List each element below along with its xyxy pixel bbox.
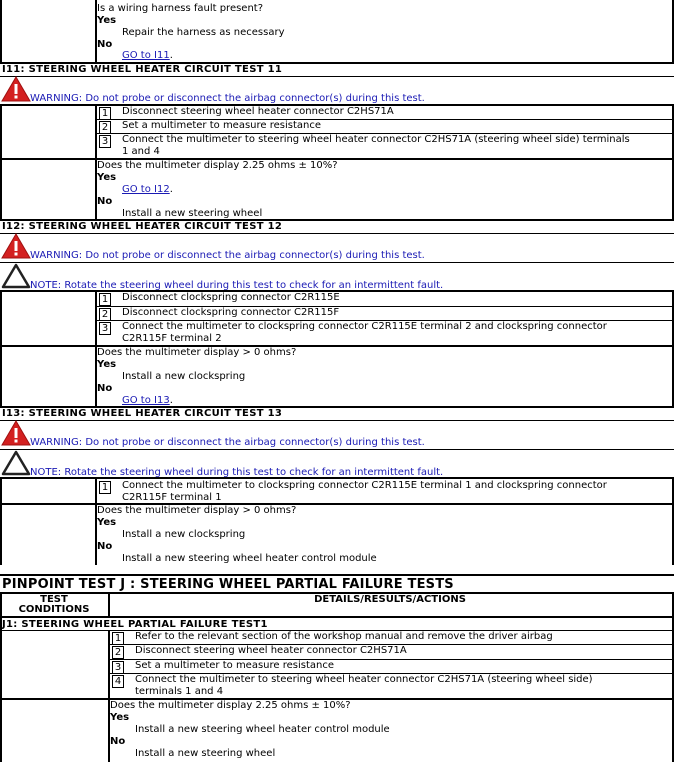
step-number: 1 xyxy=(112,632,124,645)
step-text: Disconnect clockspring connector C2R115F xyxy=(122,307,340,318)
no-label: No xyxy=(97,383,113,394)
step-number: 2 xyxy=(112,646,124,659)
step-number: 1 xyxy=(99,293,111,306)
section-title-i11: I11: STEERING WHEEL HEATER CIRCUIT TEST 11 xyxy=(2,64,283,75)
section-divider xyxy=(0,449,674,450)
step-text: Disconnect clockspring connector C2R115E xyxy=(122,292,340,303)
left-border xyxy=(0,104,2,220)
yes-label: Yes xyxy=(97,15,117,26)
no-label: No xyxy=(97,541,113,552)
warning-text: WARNING: Do not probe or disconnect the airbag connector(s) during this test. xyxy=(30,250,425,261)
step-text: Connect the multimeter to steering wheel heater connector C2HS71A (steering wheel side) terminals xyxy=(122,134,630,145)
step-text: Disconnect steering wheel heater connector C2HS71A xyxy=(122,106,394,117)
warning-text: WARNING: Do not probe or disconnect the airbag connector(s) during this test. xyxy=(30,93,425,104)
table-divider xyxy=(0,616,674,618)
step-number: 2 xyxy=(99,308,111,321)
question-text: Does the multimeter display > 0 ohms? xyxy=(97,505,297,516)
note-icon xyxy=(1,450,31,476)
column-header-test: TEST xyxy=(40,594,68,605)
table-top-border xyxy=(0,574,674,576)
go-to-i12-link[interactable]: GO to I12. xyxy=(122,184,173,195)
section-title-j1: J1: STEERING WHEEL PARTIAL FAILURE TEST1 xyxy=(2,619,268,630)
section-divider xyxy=(0,420,674,421)
step-text: Set a multimeter to measure resistance xyxy=(122,120,322,131)
section-title-i12: I12: STEERING WHEEL HEATER CIRCUIT TEST 12 xyxy=(2,221,283,232)
yes-action: Install a new clockspring xyxy=(122,371,246,382)
go-to-i13-link[interactable]: GO to I13. xyxy=(122,395,173,406)
step-text: Set a multimeter to measure resistance xyxy=(135,660,335,671)
question-text: Does the multimeter display > 0 ohms? xyxy=(97,347,297,358)
section-divider xyxy=(0,76,674,77)
right-border xyxy=(672,477,674,565)
section-divider xyxy=(0,262,674,263)
step-number: 3 xyxy=(99,322,111,335)
warning-text: WARNING: Do not probe or disconnect the airbag connector(s) during this test. xyxy=(30,437,425,448)
section-divider xyxy=(0,233,674,234)
warning-icon xyxy=(1,233,31,259)
left-border xyxy=(0,0,2,62)
step-text: Connect the multimeter to clockspring connector C2R115E terminal 1 and clockspring connector xyxy=(122,480,607,491)
step-text-continued: C2R115F terminal 2 xyxy=(122,333,222,344)
no-label: No xyxy=(97,39,113,50)
yes-action: Repair the harness as necessary xyxy=(122,27,285,38)
go-to-i11-link[interactable]: GO to I11. xyxy=(122,50,173,61)
warning-icon xyxy=(1,420,31,446)
note-text: NOTE: Rotate the steering wheel during this test to check for an intermittent fault. xyxy=(30,280,444,291)
column-header-details: DETAILS/RESULTS/ACTIONS xyxy=(314,594,466,605)
question-text: Does the multimeter display 2.25 ohms ± 10%? xyxy=(97,160,338,171)
note-text: NOTE: Rotate the steering wheel during this test to check for an intermittent fault. xyxy=(30,467,444,478)
step-number: 3 xyxy=(112,661,124,674)
step-text-continued: 1 and 4 xyxy=(122,146,160,157)
yes-action: Install a new steering wheel heater control module xyxy=(135,724,390,735)
no-action: Install a new steering wheel xyxy=(122,208,263,219)
section-divider xyxy=(0,477,674,479)
step-number: 1 xyxy=(99,107,111,120)
yes-action: Install a new clockspring xyxy=(122,529,246,540)
step-number: 2 xyxy=(99,121,111,134)
step-text: Connect the multimeter to clockspring connector C2R115E terminal 2 and clockspring connector xyxy=(122,321,607,332)
yes-label: Yes xyxy=(97,517,117,528)
column-header-conditions: CONDITIONS xyxy=(18,604,90,615)
yes-label: Yes xyxy=(110,712,130,723)
step-text: Refer to the relevant section of the workshop manual and remove the driver airbag xyxy=(135,631,553,642)
step-text: Connect the multimeter to steering wheel heater connector C2HS71A (steering wheel side) xyxy=(135,674,593,685)
question-text: Does the multimeter display 2.25 ohms ± 10%? xyxy=(110,700,351,711)
section-title-i13: I13: STEERING WHEEL HEATER CIRCUIT TEST 13 xyxy=(2,408,283,419)
no-label: No xyxy=(97,196,113,207)
yes-label: Yes xyxy=(97,359,117,370)
left-border xyxy=(0,290,2,408)
note-icon xyxy=(1,263,31,289)
right-border xyxy=(672,290,674,408)
right-border xyxy=(672,104,674,220)
warning-icon xyxy=(1,76,31,102)
left-border xyxy=(0,477,2,565)
step-number: 3 xyxy=(99,135,111,148)
step-number: 1 xyxy=(99,481,111,494)
step-number: 4 xyxy=(112,675,124,688)
right-border xyxy=(672,0,674,62)
step-text: Disconnect steering wheel heater connector C2HS71A xyxy=(135,645,407,656)
step-text-continued: terminals 1 and 4 xyxy=(135,686,224,697)
yes-label: Yes xyxy=(97,172,117,183)
question-text: Is a wiring harness fault present? xyxy=(97,3,264,14)
step-text-continued: C2R115F terminal 1 xyxy=(122,492,222,503)
no-action: Install a new steering wheel heater control module xyxy=(122,553,377,564)
no-label: No xyxy=(110,736,126,747)
no-action: Install a new steering wheel xyxy=(135,748,276,759)
pinpoint-test-title: PINPOINT TEST J : STEERING WHEEL PARTIAL FAILURE TESTS xyxy=(2,577,454,592)
